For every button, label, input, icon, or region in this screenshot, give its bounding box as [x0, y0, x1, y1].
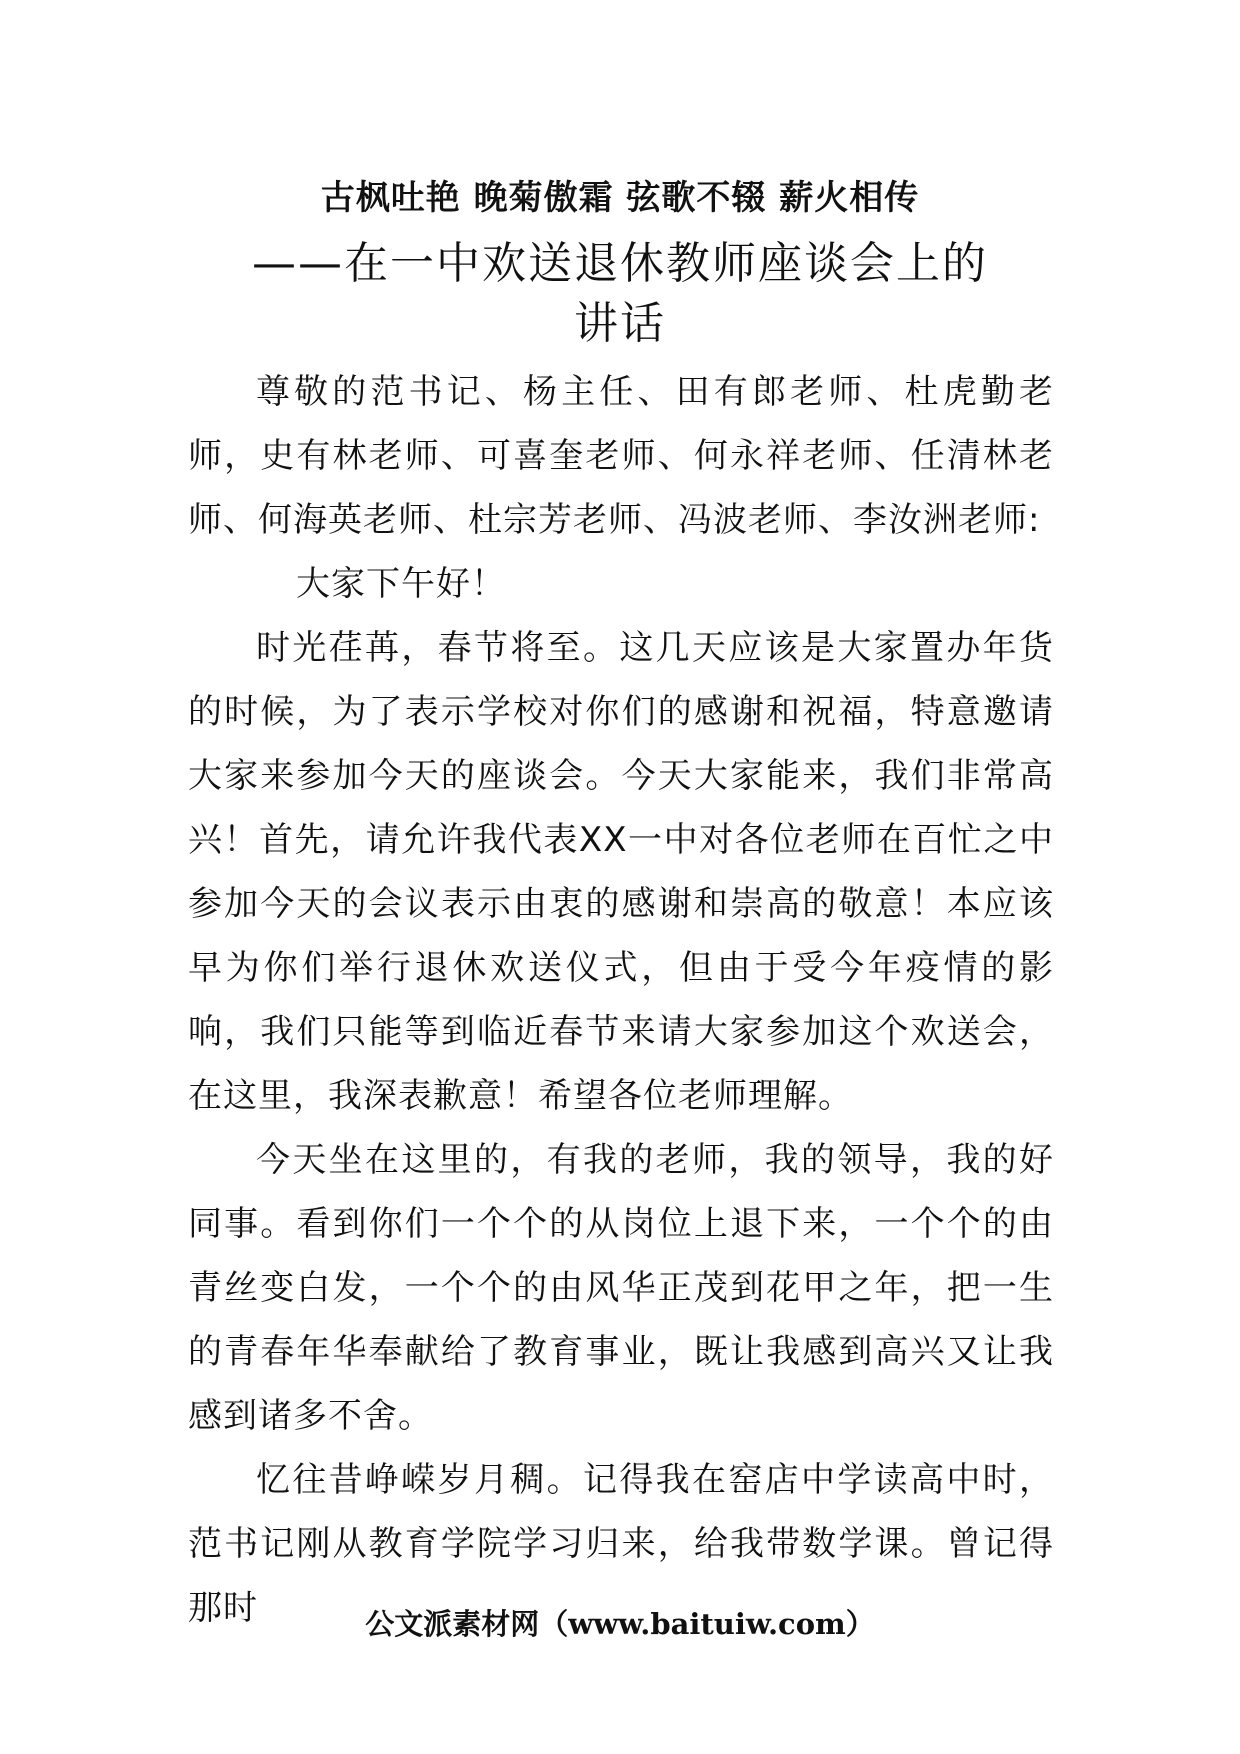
subtitle-line-2: 讲话	[574, 298, 666, 349]
document-subtitle	[190, 234, 1050, 354]
body-paragraph-1: 时光荏苒，春节将至。这几天应该是大家置办年货的时候，为了表示学校对你们的感谢和祝福，特意邀请大家来参加今天的座谈会。今天大家能来，我们非常高兴！首先，请允许我代表XX一中对各位老师在百忙之中参加今天的会议表示由衷的感谢和崇高的敬意！本应该早为你们举行退休欢送仪式，但由于受今年疫情的影响，我们只能等到临近春节来请大家参加这个欢送会，在这里，我深表歉意！希望各位老师理解。	[188, 628, 1054, 1116]
document-body	[188, 360, 1054, 1640]
greeting-paragraph: 大家下午好！	[296, 564, 506, 604]
salutation-paragraph: 尊敬的范书记、杨主任、田有郎老师、杜虎勤老师，史有林老师、可喜奎老师、何永祥老师、任清林老师、何海英老师、杜宗芳老师、冯波老师、李汝洲老师:	[188, 372, 1054, 540]
body-paragraph-3: 忆往昔峥嵘岁月稠。记得我在窑店中学读高中时，范书记刚从教育学院学习归来，给我带数学课。曾记得那时	[188, 1460, 1054, 1628]
document-title: 古枫吐艳 晚菊傲霜 弦歌不辍 薪火相传	[320, 178, 920, 218]
footer-source: 公文派素材网（www.baituiw.com）	[365, 1607, 875, 1641]
body-paragraph-2: 今天坐在这里的，有我的老师，我的领导，我的好同事。看到你们一个个的从岗位上退下来，一个个的由青丝变白发，一个个的由风华正茂到花甲之年，把一生的青春年华奉献给了教育事业，既让我感到高兴又让我感到诸多不舍。	[188, 1140, 1054, 1436]
subtitle-line-1: ——在一中欢送退休教师座谈会上的	[252, 238, 988, 289]
